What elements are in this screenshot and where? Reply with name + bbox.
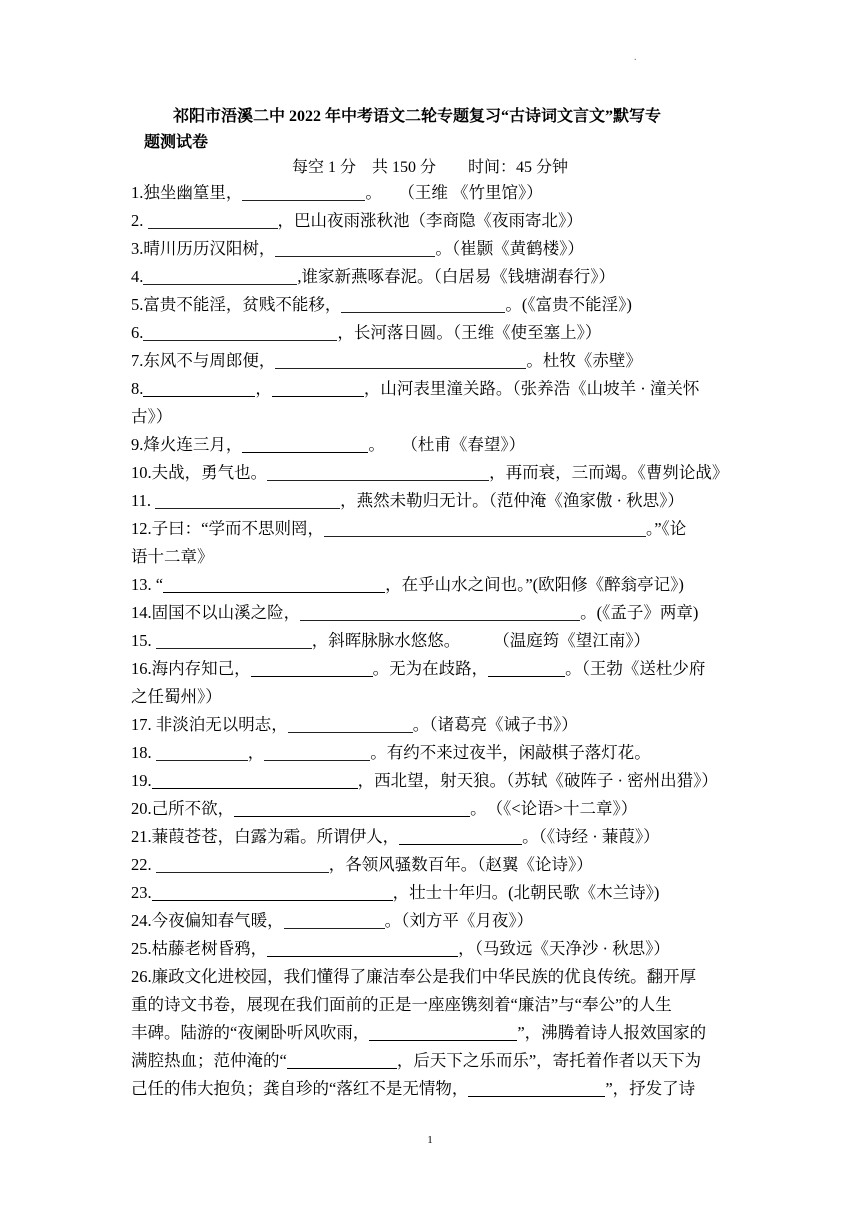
question-text: ， <box>255 379 272 398</box>
question-text: 语十二章》 <box>131 547 214 566</box>
answer-blank <box>152 774 358 789</box>
question-text: 23. <box>131 883 152 902</box>
question-2 <box>131 207 741 235</box>
question-text: 重的诗文书卷，展现在我们面前的正是一座座镌刻着“廉洁”与“奉公”的人生 <box>131 995 672 1014</box>
question-text: 己任的伟大抱负；龚自珍的“落红不是无情物， <box>131 1079 469 1098</box>
answer-blank <box>156 634 312 649</box>
answer-blank <box>156 858 329 873</box>
question-text: 4. <box>131 267 144 286</box>
question-text: 24.今夜偏知春气暖， <box>131 911 284 930</box>
answer-blank <box>267 466 489 481</box>
question-text: 20.己所不欲， <box>131 799 235 818</box>
question-text: 12.子曰：“学而不思则罔， <box>131 519 324 538</box>
answer-blank <box>267 942 458 957</box>
question-text: 25.枯藤老树昏鸦， <box>131 939 268 958</box>
answer-blank <box>163 578 385 593</box>
answer-blank <box>300 606 580 621</box>
question-13 <box>131 571 741 599</box>
answer-blank <box>152 886 393 901</box>
answer-blank <box>148 214 278 229</box>
answer-blank <box>275 242 435 257</box>
question-text: ，后天下之乐而乐”，寄托着作者以天下为 <box>396 1051 702 1070</box>
question-7 <box>131 347 741 375</box>
question-text: ,谁家新燕啄春泥。（白居易《钱塘湖春行》） <box>297 267 615 286</box>
answer-blank <box>275 354 526 369</box>
question-text: ，巴山夜雨涨秋池（李商隐《夜雨寄北》） <box>277 211 583 230</box>
question-text: 。有约不来过夜半，闲敲棋子落灯花。 <box>370 743 651 762</box>
question-text: 丰碑。陆游的“夜阑卧听风吹雨， <box>131 1023 370 1042</box>
question-16 <box>131 655 741 711</box>
question-text: 。无为在歧路， <box>372 659 489 678</box>
question-20 <box>131 795 741 823</box>
question-text: 1.独坐幽篁里， <box>131 183 243 202</box>
question-text: 古》） <box>131 407 173 426</box>
question-text: ，燕然未勒归无计。（范仲淹《渔家傲 · 秋思》） <box>340 491 684 510</box>
question-text: ”，沸腾着诗人报效国家的 <box>517 1023 707 1042</box>
answer-blank <box>369 1026 517 1041</box>
questions-list <box>131 179 741 1103</box>
question-text: 18. <box>131 743 156 762</box>
question-text: 。杜牧《赤壁》 <box>526 351 642 370</box>
answer-blank <box>288 718 413 733</box>
question-25 <box>131 935 741 963</box>
question-text: 2. <box>131 211 148 230</box>
question-text: 11. <box>131 491 156 510</box>
answer-blank <box>272 382 364 397</box>
question-text: 17. 非淡泊无以明志， <box>131 715 288 734</box>
answer-blank <box>264 746 370 761</box>
question-text: 16.海内存知己， <box>131 659 251 678</box>
question-11 <box>131 487 741 515</box>
question-text: 9.烽火连三月， <box>131 435 243 454</box>
question-15 <box>131 627 741 655</box>
question-18 <box>131 739 741 767</box>
question-text: ，在乎山水之间也。”(欧阳修《醉翁亭记》) <box>385 575 684 594</box>
answer-blank <box>468 1082 605 1097</box>
question-24 <box>131 907 741 935</box>
question-text: 。 （《<论语>十二章》） <box>470 799 638 818</box>
answer-blank <box>143 326 337 341</box>
question-text: ，壮士十年归。(北朝民歌《木兰诗》) <box>392 883 660 902</box>
question-4 <box>131 263 741 291</box>
question-text: ，西北望，射天狼。（苏轼《破阵子 · 密州出猎》） <box>357 771 718 790</box>
question-text: 满腔热血；范仲淹的“ <box>131 1051 287 1070</box>
question-text: 5.富贵不能淫，贫贱不能移， <box>131 295 342 314</box>
question-21 <box>131 823 741 851</box>
question-text: 。 （王维 《竹里馆》） <box>365 183 543 202</box>
question-text: ，斜晖脉脉水悠悠。 （温庭筠《望江南》） <box>311 631 650 650</box>
answer-blank <box>287 1054 397 1069</box>
question-text: ”，抒发了诗 <box>605 1079 696 1098</box>
answer-blank <box>156 746 248 761</box>
question-text: ，各领风骚数百年。（赵翼《论诗》） <box>328 855 593 874</box>
page-title <box>144 104 744 156</box>
answer-blank <box>143 270 297 285</box>
question-19 <box>131 767 741 795</box>
question-17 <box>131 711 741 739</box>
question-text: 。(《富贵不能淫》) <box>505 295 632 314</box>
question-text: 。 （杜甫《春望》） <box>368 435 526 454</box>
question-14 <box>131 599 741 627</box>
title-line-2: 题测试卷 <box>144 134 209 151</box>
question-9 <box>131 431 741 459</box>
question-8 <box>131 375 741 431</box>
question-22 <box>131 851 741 879</box>
answer-blank <box>488 662 565 677</box>
question-text: 。”《论 <box>645 519 687 538</box>
answer-blank <box>234 802 470 817</box>
question-text: 。（王勃《送杜少府 <box>565 659 706 678</box>
question-text: 3.晴川历历汉阳树， <box>131 239 276 258</box>
score-time-info: 每空 1 分 共 150 分 时间：45 分钟 <box>291 159 568 176</box>
question-5 <box>131 291 741 319</box>
question-text: 21.蒹葭苍苍，白露为霜。所谓伊人， <box>131 827 400 846</box>
title-line-1: 祁阳市浯溪二中 2022 年中考语文二轮专题复习“古诗词文言文”默写专 <box>173 108 662 125</box>
question-1 <box>131 179 741 207</box>
question-text: 19. <box>131 771 152 790</box>
answer-blank <box>399 830 522 845</box>
question-text: 15. <box>131 631 156 650</box>
question-3 <box>131 235 741 263</box>
question-text: ，长河落日圆。（王维《使至塞上》） <box>337 323 602 342</box>
question-12 <box>131 515 741 571</box>
question-6 <box>131 319 741 347</box>
question-text: 13. “ <box>131 575 164 594</box>
answer-blank <box>324 522 646 537</box>
question-text: 8. <box>131 379 144 398</box>
question-text: 。（《诗经 · 蒹葭》） <box>522 827 660 846</box>
answer-blank <box>341 298 505 313</box>
question-text: ，山河表里潼关路。（张养浩《山坡羊 · 潼关怀 <box>363 379 700 398</box>
question-text: ，再而衰，三而竭。《曹刿论战》 <box>489 463 729 482</box>
question-text: 22. <box>131 855 156 874</box>
answer-blank <box>242 438 368 453</box>
question-text: 10.夫战，勇气也。 <box>131 463 268 482</box>
answer-blank <box>251 662 373 677</box>
question-text: ，（马致远《天净沙 · 秋思》） <box>458 939 670 958</box>
question-text: 。（诸葛亮《诫子书》） <box>412 715 578 734</box>
question-text: 。（刘方平《月夜》） <box>384 911 534 930</box>
question-text: 之任蜀州》） <box>131 687 222 706</box>
answer-blank <box>242 186 365 201</box>
question-text: 6. <box>131 323 144 342</box>
question-text: 26.廉政文化进校园，我们懂得了廉洁奉公是我们中华民族的优良传统。翻开厚 <box>131 967 697 986</box>
answer-blank <box>284 914 385 929</box>
question-text: 14.固国不以山溪之险， <box>131 603 301 622</box>
question-text: ， <box>247 743 265 762</box>
question-26 <box>131 963 741 1103</box>
question-10 <box>131 459 741 487</box>
question-text: 。（崔颢《黄鹤楼》） <box>435 239 584 258</box>
question-text: 7.东风不与周郎便， <box>131 351 276 370</box>
question-text: 。(《孟子》两章) <box>580 603 699 622</box>
page-number: 1 <box>427 1134 433 1146</box>
answer-blank <box>143 382 255 397</box>
question-23 <box>131 879 741 907</box>
corner-mark: . <box>634 52 637 63</box>
answer-blank <box>155 494 340 509</box>
